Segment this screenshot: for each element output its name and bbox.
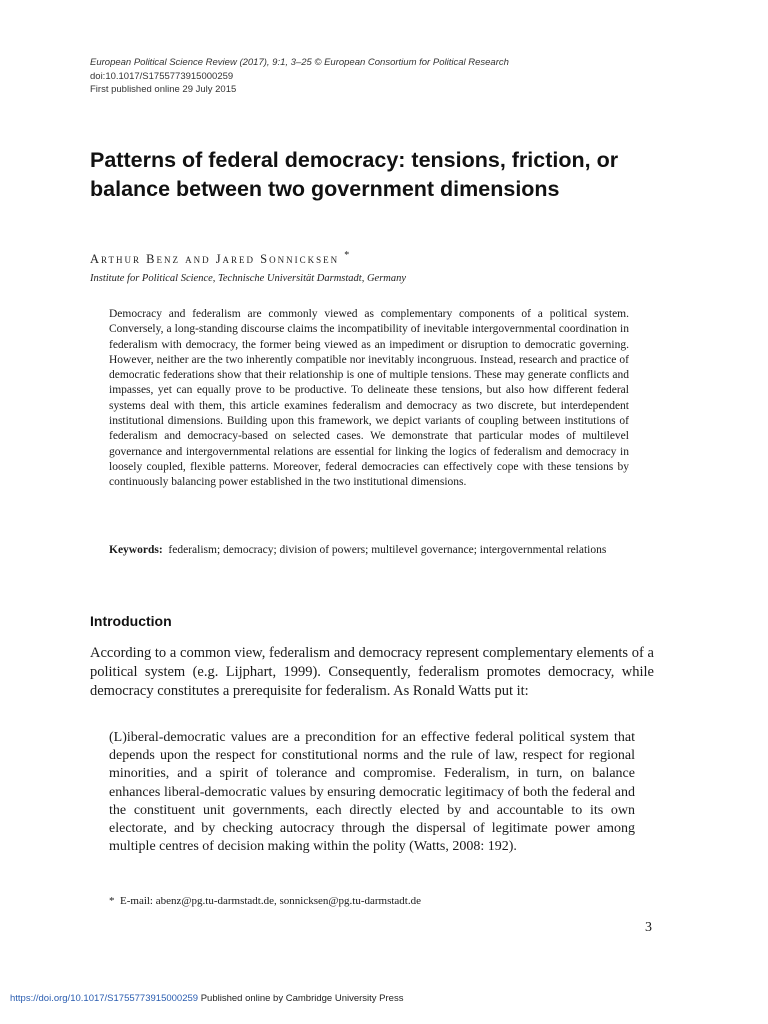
section-heading-introduction: Introduction [90, 613, 172, 629]
journal-header [90, 56, 509, 97]
footnote-email: E-mail: abenz@pg.tu-darmstadt.de, sonnicksen@pg.tu-darmstadt.de [120, 895, 421, 907]
article-title: Patterns of federal democracy: tensions, friction, or balance between two government dimensions [90, 148, 619, 201]
doi-link[interactable]: https://doi.org/10.1017/S1755773915000259 [10, 993, 199, 1004]
affiliation: Institute for Political Science, Technische Universität Darmstadt, Germany [90, 273, 407, 284]
footnote [109, 895, 421, 907]
intro-paragraph: According to a common view, federalism and democracy represent complementary elements of a political system (e.g. Lijphart, 1999). Consequently, federalism promotes democracy, while democracy constitutes a prerequisite for federalism. As Ronald Watts put it: [90, 645, 654, 699]
keywords [109, 543, 629, 558]
publisher-note: Published online by Cambridge University Press [200, 993, 404, 1004]
keywords-list: federalism; democracy; division of powers; multilevel governance; intergovernmental relations [168, 544, 607, 556]
abstract: Democracy and federalism are commonly viewed as complementary components of a political system. Conversely, a long-standing discourse claims the incompatibility of inevitable intergovernmental coordination in federalism with democracy, the former being viewed as an impediment or disruption to democratic governing. However, neither are the two inherently compatible nor inevitably incongruous. Instead, research and practice of democratic federations show that their relationship is one of multiple tensions. These may generate conflicts and impasses, yet can equally prove to be productive. To delineate these tensions, but also how different federal systems deal with them, this article examines federalism and democracy as two discrete, but interdependent institutional dimensions. Building upon this framework, we depict variants of coupling between institutions of federalism and democracy-based on selected cases. We demonstrate that particular modes of multilevel governance and intergovernmental relations are essential for linking the logics of federalism and democracy in loosely coupled, flexible patterns. Moreover, federal democracies can effectively cope with these tensions by continuously balancing power established in the two institutional dimensions. [109, 308, 629, 489]
author-footnote-mark: * [344, 250, 350, 261]
journal-citation: European Political Science Review (2017), 9:1, 3–25 © European Consortium for Political Research [90, 57, 509, 68]
keywords-label: Keywords: [109, 544, 163, 556]
footnote-mark: * [109, 895, 115, 907]
doi-line: doi:10.1017/S1755773915000259 [90, 70, 234, 82]
block-quote: (L)iberal-democratic values are a precondition for an effective federal political system that depends upon the respect for constitutional norms and the rule of law, respect for regional minorities, and a spirit of tolerance and compromise. Federalism, in turn, on balance enhances liberal-democratic values by ensuring democratic legitimacy of both the federal and the constituent unit governments, each directly elected by and accountable to its own electorate, and by checking autocracy through the dispersal of legitimate power among multiple centres of decision making within the polity (Watts, 2008: 192). [109, 730, 635, 855]
published-date: First published online 29 July 2015 [90, 84, 237, 95]
page-number: 3 [645, 920, 652, 935]
author-line [90, 250, 349, 267]
bottom-source-bar [10, 993, 403, 1004]
authors: Arthur Benz and Jared Sonnicksen [90, 252, 340, 267]
